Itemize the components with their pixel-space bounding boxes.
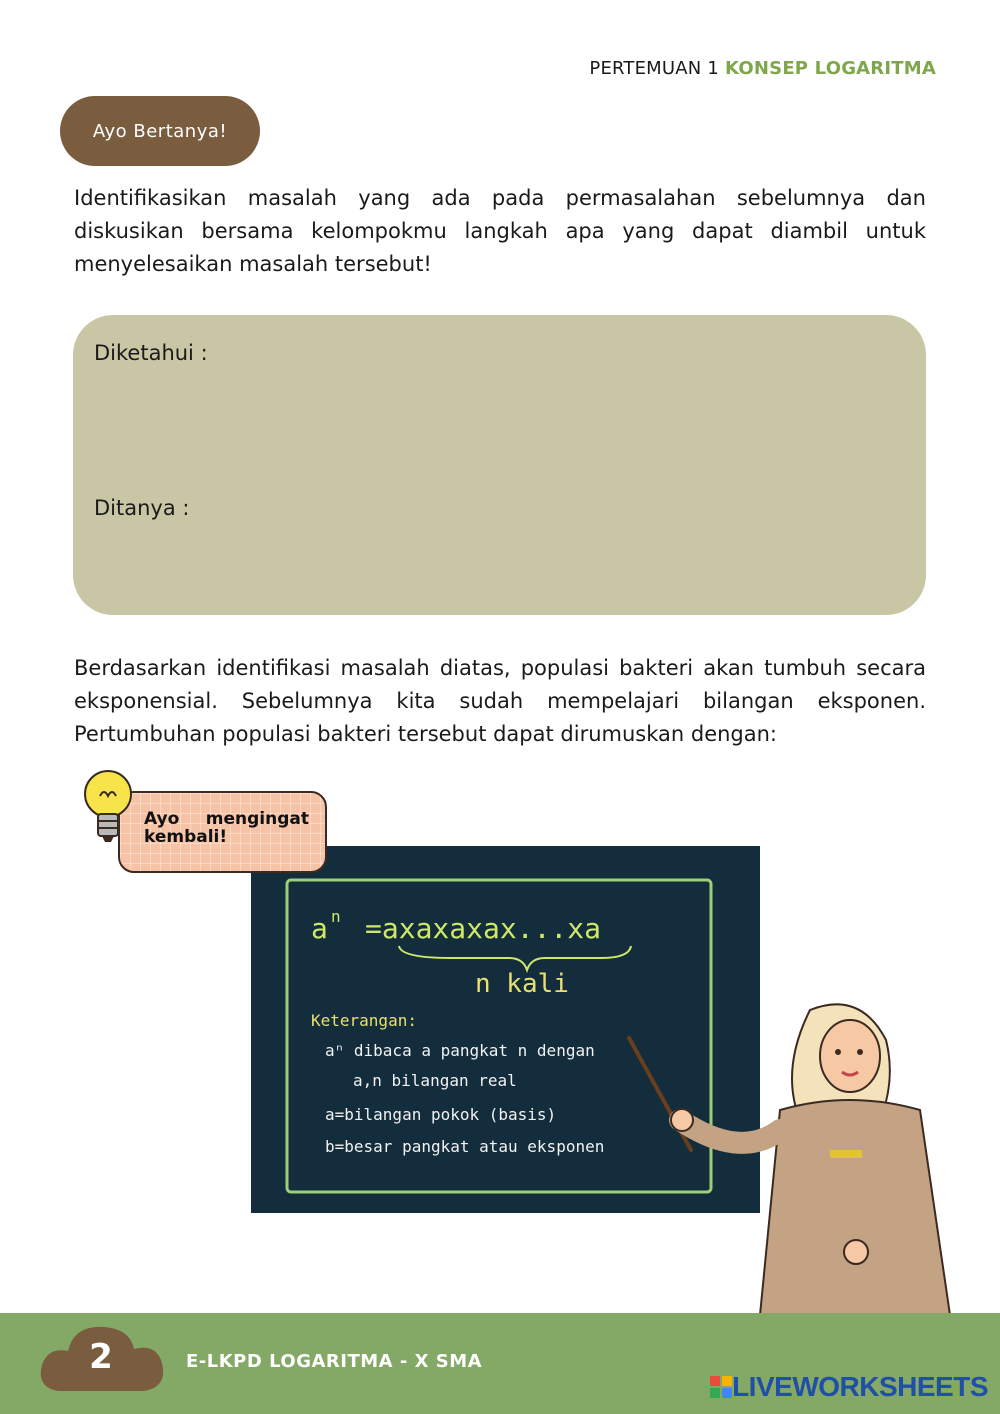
topic-label: KONSEP LOGARITMA <box>725 58 936 79</box>
page-number: 2 <box>89 1337 113 1377</box>
reminder-badge <box>82 768 327 873</box>
liveworksheets-logo[interactable] <box>710 1371 988 1403</box>
instruction-paragraph: Identifikasikan masalah yang ada pada permasalahan sebelumnya dan diskusikan bersama kelompokmu langkah apa yang dapat diambil untuk menyelesaikan masalah tersebut! <box>74 186 926 276</box>
note-line: b=besar pangkat atau eksponen <box>325 1137 605 1156</box>
section-label-pill <box>60 96 260 166</box>
note-line: aⁿ dibaca a pangkat n dengan <box>325 1041 595 1060</box>
note-line: a=bilangan pokok (basis) <box>325 1105 557 1124</box>
curly-brace <box>399 946 631 970</box>
known-label: Diketahui : <box>94 341 208 365</box>
asked-label: Ditanya : <box>94 496 190 520</box>
teacher-illustration <box>660 990 970 1315</box>
page-footer <box>0 1313 1000 1414</box>
page-header <box>589 58 936 79</box>
formula-expansion: =axaxaxax...xa <box>365 912 602 945</box>
reminder-text: Ayo mengingat kembali! <box>144 809 309 847</box>
footer-title: E-LKPD LOGARITMA - X SMA <box>186 1351 483 1372</box>
answer-box[interactable] <box>73 315 926 615</box>
note-line: a,n bilangan real <box>353 1071 517 1090</box>
liveworksheets-label: LIVEWORKSHEETS <box>732 1371 988 1402</box>
formula-base: a <box>311 912 328 945</box>
meeting-label: PERTEMUAN 1 <box>589 58 720 79</box>
section-label: Ayo Bertanya! <box>92 120 228 142</box>
lightbulb-icon <box>82 768 134 850</box>
brace-label: n kali <box>475 969 569 999</box>
formula-exponent: n <box>331 907 341 926</box>
notes-title: Keterangan: <box>311 1011 417 1030</box>
explanation-paragraph: Berdasarkan identifikasi masalah diatas, populasi bakteri akan tumbuh secara eksponensial. Sebelumnya kita sudah mempelajari bilangan eksponen. Pertumbuhan populasi bakteri tersebut dapat dirumuskan dengan: <box>74 656 926 746</box>
liveworksheets-icon <box>710 1376 732 1398</box>
